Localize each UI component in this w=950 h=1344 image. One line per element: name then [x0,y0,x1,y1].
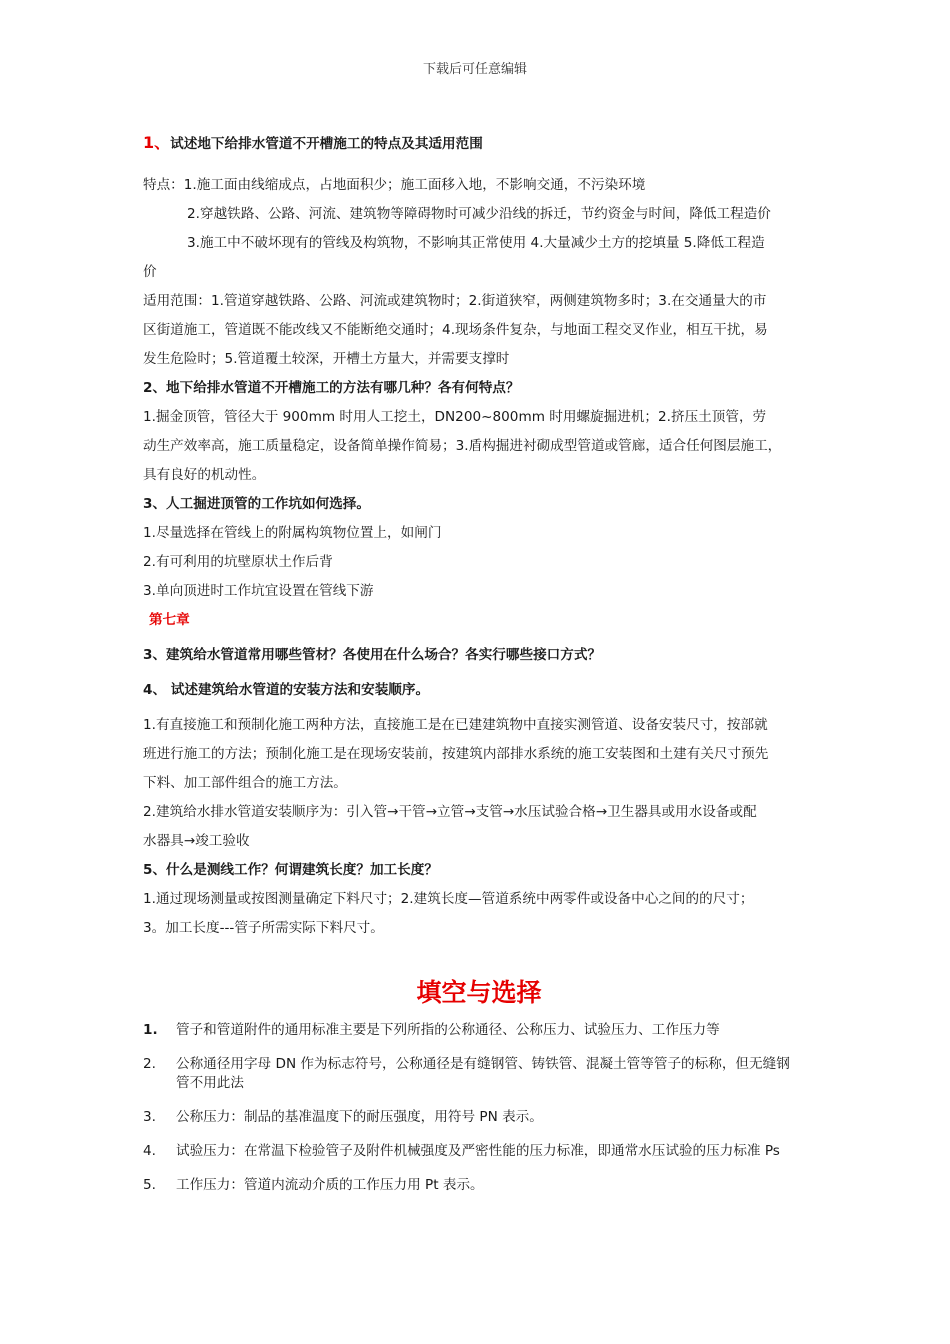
list-item [143,1176,815,1195]
list-item [143,1055,815,1093]
answer-line: 3。加工长度---管子所需实际下料尺寸。 [143,920,384,936]
list-item [143,1142,815,1161]
question-1-text: 试述地下给排水管道不开槽施工的特点及其适用范围 [170,136,483,152]
list-item-text: 管子和管道附件的通用标准主要是下列所指的公称通径、公称压力、试验压力、工作压力等 [176,1022,720,1038]
page-header: 下载后可任意编辑 [422,62,527,77]
question-5-title: 5、什么是测线工作？何谓建筑长度？加工长度？ [143,862,438,878]
answer-line: 1.通过现场测量或按图测量确定下料尺寸；2.建筑长度—管道系统中两零件或设备中心之间的的尺寸； [143,891,754,907]
question-1-title [143,128,815,159]
scope-line: 发生危险时；5.管道覆土较深，开槽土方量大，并需要支撑时 [143,351,510,367]
list-item-text: 公称压力：制品的基准温度下的耐压强度，用符号 PN 表示。 [176,1109,543,1125]
answer-line: 动生产效率高，施工质量稳定，设备简单操作简易；3.盾构掘进衬砌成型管道或管廊，适合任何图层施工， [143,438,782,454]
answer-line: 班进行施工的方法；预制化施工是在现场安装前，按建筑内部排水系统的施工安装图和土建有关尺寸预先 [143,746,769,762]
document-body [143,128,815,1210]
answer-line: 2.有可利用的坑壁原状土作后背 [143,554,333,570]
answer-line: 具有良好的机动性。 [143,467,266,483]
answer-line: 1.尽量选择在管线上的附属构筑物位置上，如闸门 [143,525,442,541]
answer-line: 1.掘金顶管，管径大于 900mm 时用人工挖土，DN200~800mm 时用螺旋掘进机；2.挤压土顶管，劳 [143,409,767,425]
question-4-title: 4、 试述建筑给水管道的安装方法和安装顺序。 [143,682,430,698]
feature-line: 价 [143,264,157,280]
answer-line: 3.单向顶进时工作坑宜设置在管线下游 [143,583,374,599]
list-item-number: 2. [143,1056,156,1072]
list-item-text: 公称通径用字母 DN 作为标志符号，公称通径是有缝钢管、铸铁管、混凝土管等管子的标称，但无缝钢管不用此法 [176,1056,790,1091]
question-3b-title: 3、建筑给水管道常用哪些管材？各使用在什么场合？各实行哪些接口方式？ [143,647,602,663]
scope-line: 适用范围：1.管道穿越铁路、公路、河流或建筑物时；2.街道狭窄，两侧建筑物多时；3.在交通量大的市 [143,293,767,309]
list-item-number: 5. [143,1177,156,1193]
section-title: 填空与选择 [416,978,542,1007]
list-item-number: 4. [143,1143,156,1159]
list-item-text: 工作压力：管道内流动介质的工作压力用 Pt 表示。 [176,1177,484,1193]
answer-line: 1.有直接施工和预制化施工两种方法，直接施工是在已建建筑物中直接实测管道、设备安装尺寸，按部就 [143,717,768,733]
feature-line: 特点：1.施工面由线缩成点，占地面积少；施工面移入地，不影响交通，不污染环境 [143,177,646,193]
question-3-title: 3、人工掘进顶管的工作坑如何选择。 [143,496,370,512]
chapter-heading: 第七章 [149,612,190,628]
question-2-title: 2、地下给排水管道不开槽施工的方法有哪几种？各有何特点？ [143,380,520,396]
feature-line: 2.穿越铁路、公路、河流、建筑物等障碍物时可减少沿线的拆迁，节约资金与时间，降低工程造价 [187,206,771,222]
question-1-number: 1、 [143,133,171,152]
list-item [143,1021,815,1040]
scope-line: 区街道施工，管道既不能改线又不能断绝交通时；4.现场条件复杂，与地面工程交叉作业，相互干扰，易 [143,322,768,338]
list-item-number: 1. [143,1022,158,1038]
answer-line: 2.建筑给水排水管道安装顺序为：引入管→干管→立管→支管→水压试验合格→卫生器具或用水设备或配 [143,804,757,820]
answer-line: 下料、加工部件组合的施工方法。 [143,775,347,791]
list-item [143,1108,815,1127]
answer-line: 水器具→竣工验收 [143,833,250,849]
list-item-number: 3. [143,1109,156,1125]
list-item-text: 试验压力：在常温下检验管子及附件机械强度及严密性能的压力标准，即通常水压试验的压力标准 Ps [176,1143,780,1159]
feature-line: 3.施工中不破坏现有的管线及构筑物，不影响其正常使用 4.大量减少土方的挖填量 5.降低工程造 [187,235,765,251]
